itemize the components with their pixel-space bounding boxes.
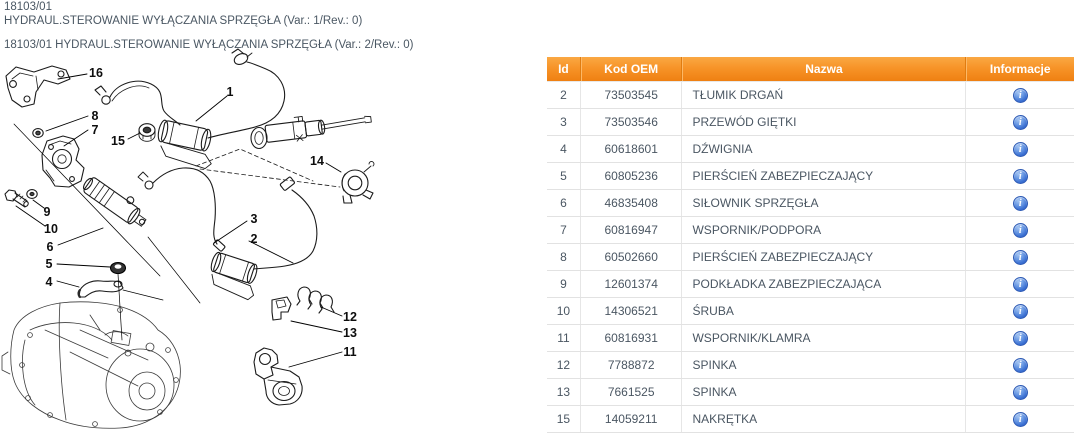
cell-oem-code: 7661525 [580,379,682,405]
cell-part-name: NAKRĘTKA [681,406,965,432]
variant1-title: HYDRAUL.STEROWANIE WYŁĄCZANIA SPRZĘGŁA (Var.: 1/Rev.: 0) [4,15,363,27]
info-icon[interactable]: i [1013,88,1028,103]
cell-id: 7 [560,223,567,237]
part-label-10: 10 [44,222,58,236]
part-label-9: 9 [43,205,51,219]
part-label-14: 14 [310,154,324,168]
cell-id: 12 [556,358,571,372]
table-row [547,163,1074,190]
assembly-code: 18103/01 [4,1,52,13]
part-label-5: 5 [45,257,53,271]
info-icon[interactable]: i [1013,412,1028,427]
cell-part-name: ŚRUBA [681,298,965,324]
cell-part-name: PRZEWÓD GIĘTKI [681,109,965,135]
cell-info [965,325,1074,351]
part-label-13: 13 [343,326,357,340]
part-label-7: 7 [91,123,99,137]
cell-part-name: TŁUMIK DRGAŃ [681,82,965,108]
info-icon[interactable]: i [1013,304,1028,319]
column-header-name: Nazwa [681,57,965,81]
part-label-3: 3 [250,212,258,226]
column-header-oem: Kod OEM [580,57,682,81]
cell-info [965,379,1074,405]
cell-info [965,136,1074,162]
table-row [547,217,1074,244]
table-row [547,136,1074,163]
table-row [547,325,1074,352]
cell-id: 3 [560,115,567,129]
cell-oem-code: 14059211 [580,406,682,432]
cell-oem-code: 46835408 [580,190,682,216]
info-icon[interactable]: i [1013,250,1028,265]
cell-id: 13 [556,385,571,399]
info-icon[interactable]: i [1013,385,1028,400]
parts-diagram [0,0,530,430]
cell-oem-code: 60502660 [580,244,682,270]
part-label-12: 12 [343,310,357,324]
cell-id: 8 [560,250,567,264]
cell-oem-code: 60618601 [580,136,682,162]
table-row [547,190,1074,217]
part-label-6: 6 [46,240,54,254]
table-row [547,82,1074,109]
info-icon[interactable]: i [1013,223,1028,238]
cell-part-name: WSPORNIK/PODPORA [681,217,965,243]
variant2-title[interactable]: 18103/01 HYDRAUL.STEROWANIE WYŁĄCZANIA SPRZĘGŁA (Var.: 2/Rev.: 0) [4,39,414,51]
part-label-1: 1 [226,85,234,99]
cell-part-name: SPINKA [681,379,965,405]
cell-part-name: PIERŚCIEŃ ZABEZPIECZAJĄCY [681,163,965,189]
cell-info [965,109,1074,135]
cell-oem-code: 73503545 [580,82,682,108]
cell-oem-code: 73503546 [580,109,682,135]
table-row [547,244,1074,271]
cell-info [965,217,1074,243]
part-label-16: 16 [89,66,103,80]
table-row [547,352,1074,379]
table-row [547,109,1074,136]
info-icon[interactable]: i [1013,358,1028,373]
cell-id: 10 [556,304,571,318]
column-header-info: Informacje [965,57,1074,81]
table-row [547,271,1074,298]
cell-info [965,352,1074,378]
diagram-label-layer [0,0,530,430]
info-icon[interactable]: i [1013,115,1028,130]
part-label-4: 4 [45,275,53,289]
cell-part-name: PIERŚCIEŃ ZABEZPIECZAJĄCY [681,244,965,270]
info-icon[interactable]: i [1013,277,1028,292]
cell-info [965,271,1074,297]
cell-part-name: SIŁOWNIK SPRZĘGŁA [681,190,965,216]
cell-part-name: PODKŁADKA ZABEZPIECZAJĄCA [681,271,965,297]
cell-info [965,190,1074,216]
column-header-id: Id [558,62,569,76]
cell-id: 5 [560,169,567,183]
info-icon[interactable]: i [1013,169,1028,184]
cell-part-name: SPINKA [681,352,965,378]
table-row [547,298,1074,325]
cell-id: 9 [560,277,567,291]
table-row [547,379,1074,406]
part-label-11: 11 [343,345,357,359]
cell-id: 15 [556,412,571,426]
cell-oem-code: 12601374 [580,271,682,297]
cell-id: 11 [557,331,570,345]
cell-info [965,82,1074,108]
parts-table [547,57,1074,433]
cell-info [965,298,1074,324]
cell-info [965,406,1074,432]
cell-id: 6 [560,196,567,210]
cell-oem-code: 60805236 [580,163,682,189]
cell-oem-code: 60816947 [580,217,682,243]
part-label-2: 2 [250,232,258,246]
cell-part-name: WSPORNIK/KLAMRA [681,325,965,351]
info-icon[interactable]: i [1013,331,1028,346]
cell-oem-code: 14306521 [580,298,682,324]
cell-id: 2 [560,88,567,102]
table-header-row [547,57,1074,82]
cell-oem-code: 60816931 [580,325,682,351]
cell-info [965,163,1074,189]
cell-id: 4 [560,142,567,156]
part-label-15: 15 [111,134,125,148]
cell-part-name: DŹWIGNIA [681,136,965,162]
info-icon[interactable]: i [1013,142,1028,157]
table-row [547,406,1074,433]
cell-info [965,244,1074,270]
table-body [547,82,1074,433]
info-icon[interactable]: i [1013,196,1028,211]
cell-oem-code: 7788872 [580,352,682,378]
part-label-8: 8 [91,109,99,123]
